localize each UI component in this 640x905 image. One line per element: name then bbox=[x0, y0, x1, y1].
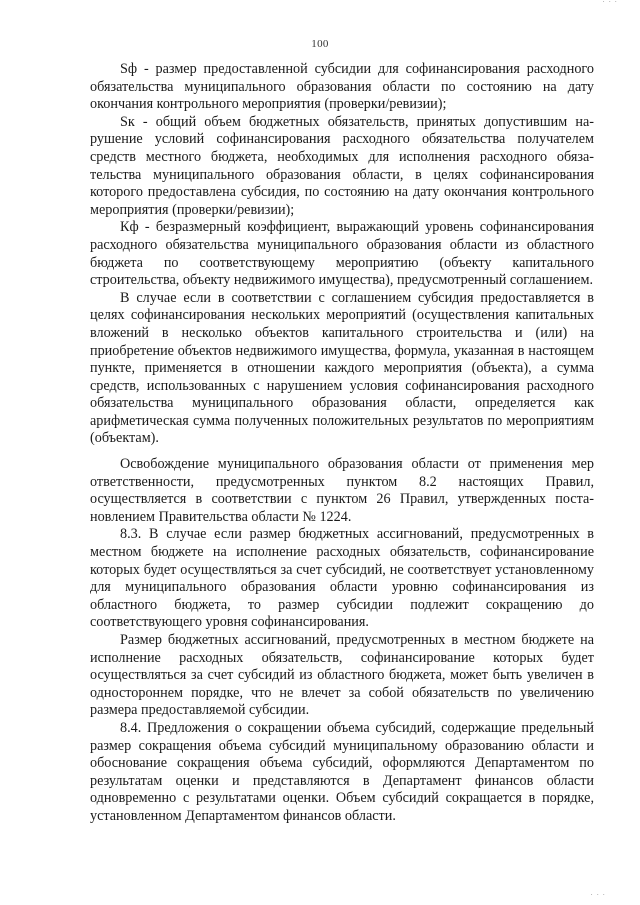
paragraph-budget-increase: Размер бюджетных ассигнований, предусмотренных в местном бюджете на исполнение расходных обязательств, софинансирование которых будет осуществляться за счет субсидий из областного бюджета, может быть увеличен в одностороннем порядке, что не влечет за собой обязательств по увеличению размера предоставляемой субсидии. bbox=[90, 632, 594, 719]
page-number: 100 bbox=[311, 38, 329, 50]
paragraph-sk-definition: Sк - общий объем бюджетных обязательств, принятых допустившим нарушение условий софинансирования расходного обязательства получателем средств местного бюджета, необходимых для исполнения расходного обязательства муниципального образования области, в целях софинансирования которого предоставлена субсидия, по состоянию на дату окончания контрольного мероприятия (проверки/ревизии); bbox=[90, 113, 594, 218]
scan-artifact-top: · · · bbox=[602, 0, 618, 6]
paragraph-8-4: 8.4. Предложения о сокращении объема субсидий, содержащие предельный размер сокращения объема субсидий муниципальному образованию области и обоснование сокращения объема субсидий, оформляются Департаментом по результатам оценки и представляются в Департамент финансов области одновременно с результатами оценки. Объем субсидий сокращается в порядке, установленном Департаментом финансов области. bbox=[90, 719, 594, 824]
scan-artifact-bottom: · · · bbox=[590, 891, 606, 899]
paragraph-sf-definition: Sф - размер предоставленной субсидии для софинансирования расходного обязательства муниципального образования области по состоянию на дату окончания контрольного мероприятия (проверки/ревизии); bbox=[90, 61, 594, 113]
body-text bbox=[90, 61, 594, 826]
paragraph-kf-definition: Кф - безразмерный коэффициент, выражающий уровень софинансирования расходного обязательства муниципального образования области из областного бюджета по соответствующему мероприятию (объекту капитального строительства, объекту недвижимого имущества), предусмотренный соглашением. bbox=[90, 219, 594, 289]
paragraph-8-3: 8.3. В случае если размер бюджетных ассигнований, предусмотренных в местном бюджете на исполнение расходных обязательств, софинансирование которых будет осуществляться за счет субсидий, не соответствует установленному для муниципального образования области уровню софинансирования из областного бюджета, то размер субсидии подлежит сокращению до соответствующего уровня софинансирования. bbox=[90, 526, 594, 631]
paragraph-multiple-events: В случае если в соответствии с соглашением субсидия предоставляется в целях софинансирования нескольких мероприятий (осуществления капитальных вложений в несколько объектов капитального строительства и (или) на приобретение объектов недвижимого имущества, формула, указанная в настоящем пункте, применяется в отношении каждого мероприятия (объекта), а сумма средств, использованных с нарушением условия софинансирования расходного обязательства муниципального образования области, определяется как арифметическая сумма полученных положительных результатов по мероприятиям (объектам). bbox=[90, 289, 594, 447]
paragraph-exemption: Освобождение муниципального образования области от применения мер ответственности, предусмотренных пунктом 8.2 настоящих Правил, осуществляется в соответствии с пунктом 26 Правил, утвержденных постановлением Правительства области № 1224. bbox=[90, 456, 594, 525]
